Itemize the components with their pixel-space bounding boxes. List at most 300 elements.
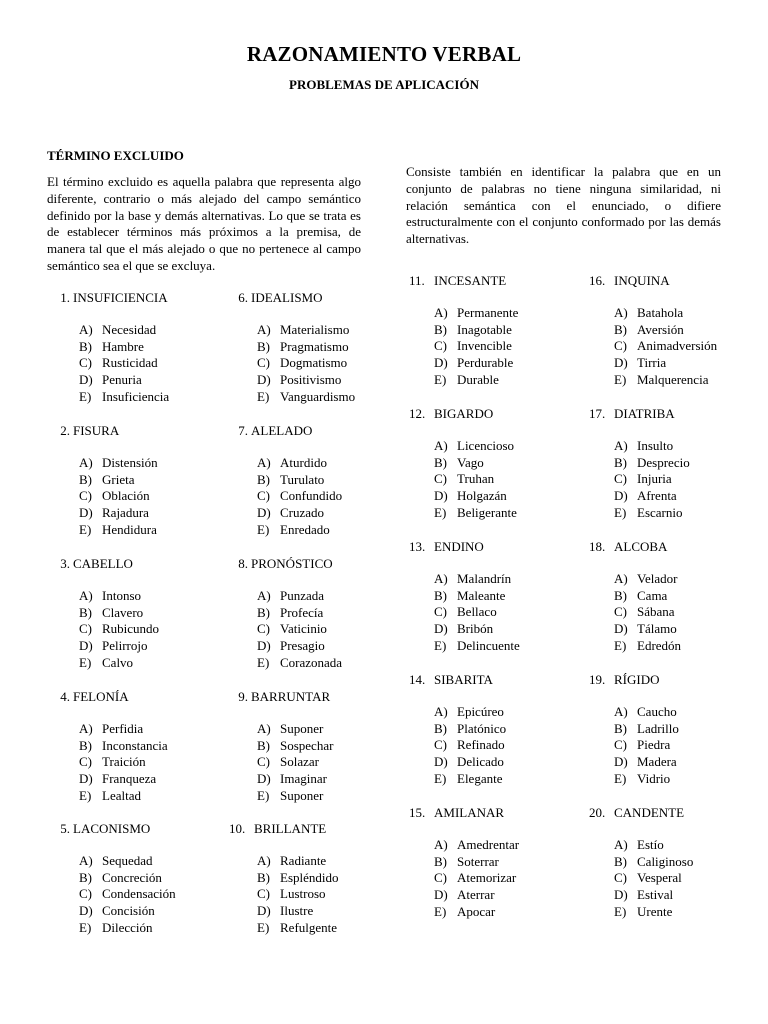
option-item (614, 704, 679, 721)
option-letter: C) (434, 737, 447, 753)
question-word: PRONÓSTICO (251, 556, 333, 571)
option-text: Solazar (280, 754, 319, 770)
option-text: Tirria (637, 355, 667, 371)
option-letter: B) (79, 338, 92, 354)
option-item (614, 721, 679, 738)
option-text: Positivismo (280, 372, 342, 388)
option-text: Imaginar (280, 771, 327, 787)
option-text: Profecía (280, 604, 324, 620)
option-letter: E) (257, 388, 270, 404)
option-letter: C) (614, 737, 627, 753)
option-letter: D) (434, 488, 448, 504)
option-letter: A) (79, 853, 93, 868)
option-list (614, 837, 693, 920)
option-item (79, 721, 168, 738)
option-letter: B) (79, 869, 92, 885)
option-item (614, 638, 681, 655)
option-letter: A) (614, 571, 628, 586)
option-text: Lealtad (102, 787, 141, 803)
option-letter: E) (614, 903, 627, 919)
option-letter: E) (614, 504, 627, 520)
option-letter: B) (434, 587, 447, 603)
question-word: FELONÍA (73, 689, 129, 704)
option-letter: C) (257, 886, 270, 902)
option-text: Beligerante (457, 504, 517, 520)
question-word: IDEALISMO (251, 290, 323, 305)
question-word: SIBARITA (434, 672, 493, 687)
option-item (434, 305, 518, 322)
option-letter: D) (434, 754, 448, 770)
option-text: Durable (457, 371, 499, 387)
option-item (434, 588, 520, 605)
option-text: Pelirrojo (102, 638, 148, 654)
option-item (79, 472, 158, 489)
option-text: Ilustre (280, 903, 314, 919)
question-word: INCESANTE (434, 273, 507, 288)
option-letter: D) (614, 488, 628, 504)
option-letter: B) (257, 737, 270, 753)
option-letter: A) (614, 438, 628, 453)
option-letter: B) (434, 720, 447, 736)
option-item (434, 854, 519, 871)
question-number: 14. (409, 672, 426, 687)
option-text: Refulgente (280, 919, 338, 935)
option-text: Dogmatismo (280, 355, 348, 371)
option-item (614, 621, 681, 638)
option-item (79, 886, 176, 903)
option-item (79, 853, 176, 870)
option-item (257, 605, 342, 622)
option-item (614, 837, 693, 854)
option-item (434, 837, 519, 854)
option-text: Atemorizar (457, 870, 517, 886)
option-text: Platónico (457, 720, 507, 736)
question-word: RÍGIDO (614, 672, 660, 687)
option-text: Epicúreo (457, 704, 504, 719)
option-item (257, 339, 355, 356)
option-letter: B) (257, 604, 270, 620)
option-item (79, 920, 176, 937)
option-item (614, 438, 690, 455)
question-number: 18. (589, 539, 606, 554)
option-letter: A) (614, 305, 628, 320)
option-text: Confundido (280, 488, 343, 504)
option-item (79, 788, 168, 805)
option-list (434, 704, 506, 787)
option-letter: B) (434, 454, 447, 470)
option-letter: D) (434, 887, 448, 903)
option-text: Insuficiencia (102, 388, 170, 404)
option-text: Soterrar (457, 853, 499, 869)
option-text: Hendidura (102, 521, 157, 537)
option-text: Perdurable (457, 355, 514, 371)
option-letter: C) (79, 355, 92, 371)
option-text: Oblación (102, 488, 150, 504)
option-text: Maleante (457, 587, 506, 603)
option-text: Elegante (457, 770, 503, 786)
option-text: Corazonada (280, 654, 343, 670)
option-letter: A) (257, 455, 271, 470)
option-text: Ladrillo (637, 720, 679, 736)
option-letter: E) (257, 919, 270, 935)
option-letter: B) (79, 471, 92, 487)
question-word: ALCOBA (614, 539, 668, 554)
option-item (434, 455, 517, 472)
option-item (257, 886, 339, 903)
option-text: Velador (637, 571, 678, 586)
option-letter: A) (79, 322, 93, 337)
question-word: CABELLO (73, 556, 133, 571)
option-item (614, 887, 693, 904)
question-word: FISURA (73, 423, 120, 438)
option-text: Suponer (280, 721, 324, 736)
option-letter: E) (257, 521, 270, 537)
option-item (79, 488, 158, 505)
option-letter: C) (79, 488, 92, 504)
option-item (257, 588, 342, 605)
option-text: Malquerencia (637, 371, 709, 387)
option-list (257, 853, 339, 936)
page-subtitle: PROBLEMAS DE APLICACIÓN (289, 77, 479, 92)
option-text: Cruzado (280, 505, 325, 521)
option-letter: C) (79, 886, 92, 902)
option-item (614, 904, 693, 921)
option-item (257, 522, 342, 539)
question-number: 2. (60, 423, 70, 438)
question-number: 3. (60, 556, 70, 571)
option-item (434, 638, 520, 655)
option-text: Aterrar (457, 887, 495, 903)
option-letter: C) (257, 754, 270, 770)
option-letter: D) (79, 903, 93, 919)
option-item (434, 505, 517, 522)
option-item (79, 339, 169, 356)
option-item (614, 355, 717, 372)
option-letter: C) (257, 488, 270, 504)
option-letter: C) (257, 621, 270, 637)
option-text: Truhan (457, 471, 495, 487)
option-item (434, 771, 506, 788)
option-letter: C) (434, 338, 447, 354)
option-letter: D) (614, 754, 628, 770)
option-letter: C) (614, 471, 627, 487)
option-letter: C) (79, 621, 92, 637)
option-text: Pragmatismo (280, 338, 349, 354)
option-letter: A) (434, 438, 448, 453)
option-text: Desprecio (637, 454, 690, 470)
question-word: INQUINA (614, 273, 670, 288)
option-item (79, 754, 168, 771)
option-item (257, 472, 342, 489)
option-letter: D) (79, 372, 93, 388)
option-item (257, 738, 333, 755)
option-item (434, 754, 506, 771)
question-number: 9. (238, 689, 248, 704)
question-number: 17. (589, 406, 606, 421)
question-number: 19. (589, 672, 606, 687)
option-item (79, 903, 176, 920)
option-list (257, 721, 333, 804)
question-word: BARRUNTAR (251, 689, 331, 704)
option-letter: B) (614, 587, 627, 603)
option-list (434, 438, 517, 521)
option-text: Inconstancia (102, 737, 168, 753)
option-text: Bellaco (457, 604, 497, 620)
option-item (434, 488, 517, 505)
question-number: 15. (409, 805, 426, 820)
option-letter: D) (257, 372, 271, 388)
question-number: 4. (60, 689, 70, 704)
option-item (79, 771, 168, 788)
option-item (434, 870, 519, 887)
option-letter: E) (79, 787, 92, 803)
option-text: Condensación (102, 886, 176, 902)
option-text: Enredado (280, 521, 330, 537)
option-text: Grieta (102, 471, 135, 487)
option-text: Necesidad (102, 322, 157, 337)
option-text: Rusticidad (102, 355, 158, 371)
intro-paragraph-left: El término excluido es aquella palabra que representa algo diferente, contrario o más alejado del campo semántico definido por la base y demás alternativas. Lo que se trata es de establecer términos más próximos a la premisa, de manera tal que el más alejado o que no pertenece al campo semántico sea el que se excluya. (47, 174, 361, 273)
option-text: Batahola (637, 305, 684, 320)
option-item (257, 638, 342, 655)
option-list (614, 571, 681, 654)
option-text: Turulato (280, 471, 325, 487)
option-letter: A) (257, 588, 271, 603)
option-letter: D) (257, 638, 271, 654)
option-item (614, 488, 690, 505)
option-item (79, 322, 169, 339)
option-text: Perfidia (102, 721, 144, 736)
option-letter: B) (257, 338, 270, 354)
question-word: DIATRIBA (614, 406, 675, 421)
option-letter: A) (434, 704, 448, 719)
option-text: Animadversión (637, 338, 718, 354)
option-letter: E) (257, 787, 270, 803)
option-text: Traición (102, 754, 146, 770)
option-text: Estival (637, 887, 674, 903)
option-letter: D) (434, 621, 448, 637)
option-item (257, 903, 339, 920)
option-letter: B) (79, 737, 92, 753)
option-list (79, 322, 169, 405)
option-text: Vanguardismo (280, 388, 356, 404)
option-list (79, 721, 168, 804)
question-word: ENDINO (434, 539, 484, 554)
option-item (257, 920, 339, 937)
option-letter: E) (434, 371, 447, 387)
option-text: Radiante (280, 853, 327, 868)
option-letter: E) (79, 388, 92, 404)
option-letter: B) (614, 853, 627, 869)
option-item (434, 571, 520, 588)
option-item (614, 604, 681, 621)
option-text: Sequedad (102, 853, 153, 868)
option-letter: E) (614, 770, 627, 786)
option-item (79, 355, 169, 372)
option-item (614, 588, 681, 605)
option-item (257, 322, 355, 339)
option-text: Injuria (637, 471, 672, 487)
option-item (614, 322, 717, 339)
option-list (257, 588, 342, 671)
option-list (257, 455, 342, 538)
option-letter: D) (79, 638, 93, 654)
option-letter: E) (614, 637, 627, 653)
question-number: 20. (589, 805, 606, 820)
option-item (614, 338, 717, 355)
option-item (434, 721, 506, 738)
option-item (257, 870, 339, 887)
option-text: Apocar (457, 903, 496, 919)
question-number: 11. (409, 273, 425, 288)
option-letter: A) (614, 837, 628, 852)
question-number: 6. (238, 290, 248, 305)
option-text: Holgazán (457, 488, 507, 504)
option-letter: D) (79, 771, 93, 787)
option-text: Lustroso (280, 886, 326, 902)
option-letter: C) (79, 754, 92, 770)
option-item (257, 389, 355, 406)
option-text: Concisión (102, 903, 155, 919)
option-text: Estío (637, 837, 664, 852)
option-text: Distensión (102, 455, 158, 470)
option-letter: D) (79, 505, 93, 521)
option-text: Vesperal (637, 870, 682, 886)
option-item (614, 870, 693, 887)
option-list (79, 853, 176, 936)
option-letter: B) (614, 720, 627, 736)
option-letter: C) (434, 471, 447, 487)
option-letter: D) (614, 621, 628, 637)
option-list (614, 438, 690, 521)
option-text: Penuria (102, 372, 142, 388)
option-letter: D) (614, 887, 628, 903)
option-letter: B) (614, 454, 627, 470)
option-letter: C) (257, 355, 270, 371)
option-item (257, 721, 333, 738)
option-item (434, 338, 518, 355)
option-item (79, 738, 168, 755)
option-text: Edredón (637, 637, 682, 653)
option-item (257, 455, 342, 472)
option-list (434, 837, 519, 920)
option-item (79, 870, 176, 887)
question-number: 8. (238, 556, 248, 571)
option-list (614, 704, 679, 787)
option-letter: C) (614, 604, 627, 620)
option-letter: D) (434, 355, 448, 371)
option-text: Hambre (102, 338, 144, 354)
option-text: Espléndido (280, 869, 339, 885)
option-letter: E) (79, 521, 92, 537)
option-letter: E) (79, 919, 92, 935)
question-number: 5. (60, 821, 70, 836)
option-item (614, 305, 717, 322)
option-letter: A) (614, 704, 628, 719)
option-text: Delincuente (457, 637, 520, 653)
option-text: Franqueza (102, 771, 157, 787)
option-text: Inagotable (457, 321, 512, 337)
option-item (434, 471, 517, 488)
option-item (434, 438, 517, 455)
question-word: ALELADO (251, 423, 313, 438)
option-item (257, 754, 333, 771)
option-letter: A) (257, 721, 271, 736)
option-text: Sospechar (280, 737, 334, 753)
page-title: RAZONAMIENTO VERBAL (246, 42, 522, 66)
option-text: Insulto (637, 438, 674, 453)
option-item (79, 522, 158, 539)
option-text: Piedra (637, 737, 671, 753)
option-item (614, 737, 679, 754)
option-text: Suponer (280, 787, 324, 803)
option-list (614, 305, 717, 388)
option-item (257, 488, 342, 505)
option-item (614, 854, 693, 871)
option-list (434, 571, 520, 654)
intro-paragraph-right: Consiste también en identificar la palabra que en un conjunto de palabras no tiene ninguna similaridad, ni relación semántica con el enunciado, o difiere estructuralmente con el conjunto conformado por las demás alternativas. (406, 164, 721, 247)
option-letter: D) (257, 771, 271, 787)
question-number: 13. (409, 539, 426, 554)
option-item (614, 471, 690, 488)
option-text: Aturdido (280, 455, 327, 470)
option-item (434, 887, 519, 904)
option-text: Urente (637, 903, 673, 919)
option-item (257, 505, 342, 522)
option-item (257, 355, 355, 372)
option-text: Aversión (637, 321, 684, 337)
option-text: Invencible (457, 338, 512, 354)
option-item (257, 621, 342, 638)
option-item (434, 704, 506, 721)
option-text: Madera (637, 754, 677, 770)
option-text: Bribón (457, 621, 494, 637)
option-item (79, 505, 158, 522)
option-item (257, 771, 333, 788)
option-text: Malandrín (457, 571, 512, 586)
question-number: 16. (589, 273, 606, 288)
option-letter: B) (79, 604, 92, 620)
question-word: AMILANAR (434, 805, 505, 820)
option-item (79, 638, 159, 655)
question-word: BRILLANTE (254, 821, 327, 836)
option-item (257, 372, 355, 389)
option-letter: E) (434, 903, 447, 919)
option-letter: A) (257, 322, 271, 337)
option-text: Calvo (102, 654, 134, 670)
option-item (614, 455, 690, 472)
option-letter: B) (257, 471, 270, 487)
question-number: 1. (60, 290, 70, 305)
option-text: Afrenta (637, 488, 677, 504)
option-letter: A) (79, 588, 93, 603)
option-letter: A) (79, 721, 93, 736)
option-item (434, 904, 519, 921)
option-text: Refinado (457, 737, 505, 753)
question-number: 10. (229, 821, 246, 836)
question-word: CANDENTE (614, 805, 685, 820)
option-text: Rajadura (102, 505, 149, 521)
option-item (434, 604, 520, 621)
option-item (79, 455, 158, 472)
question-word: LACONISMO (73, 821, 151, 836)
option-text: Vidrio (637, 770, 671, 786)
option-letter: D) (614, 355, 628, 371)
option-letter: B) (434, 853, 447, 869)
option-letter: B) (257, 869, 270, 885)
option-text: Cama (637, 587, 668, 603)
option-text: Materialismo (280, 322, 350, 337)
